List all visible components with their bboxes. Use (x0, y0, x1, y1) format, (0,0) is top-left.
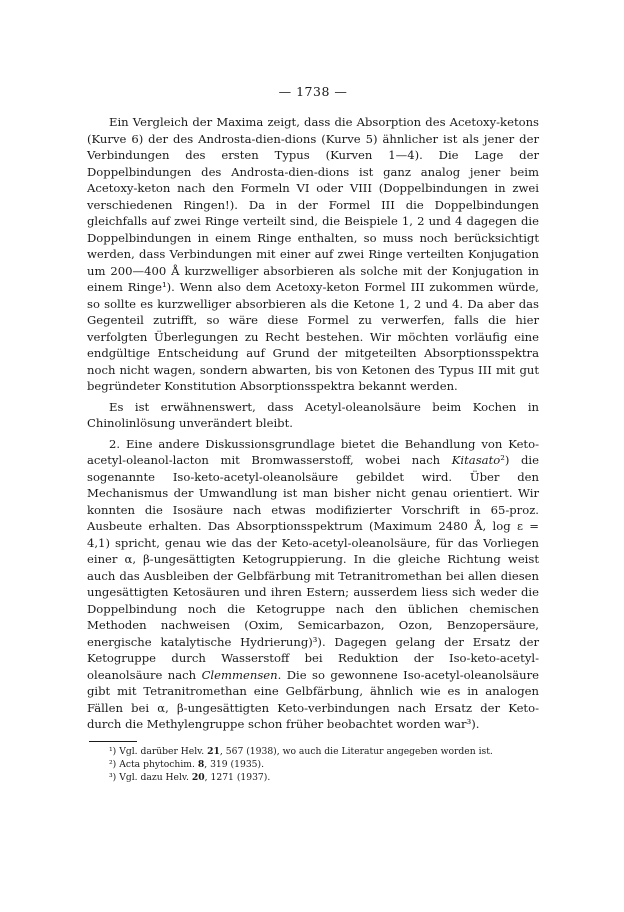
footnote-volume: 20 (191, 771, 205, 783)
footnote-volume: 21 (207, 745, 220, 757)
footnote-text: , 319 (1935). (204, 758, 265, 770)
footnote-3 (109, 771, 539, 784)
footnote-volume: 8 (197, 758, 205, 770)
footnote-divider (89, 741, 137, 742)
footnote-text: Vgl. darüber Helv. (119, 745, 208, 757)
paragraph-chinolin-note: Es ist erwähnenswert, dass Acetyl-oleanolsäure beim Kochen in Chinolinlösung unverändert bleibt. (87, 399, 539, 430)
page-number: — 1738 — (278, 84, 348, 99)
footnote-text: , 1271 (1937). (204, 771, 271, 783)
author-name: Clemmensen (201, 667, 278, 682)
paragraph-iso-keto-acid (87, 436, 539, 733)
paragraph-text: ²) die sogenannte Iso-keto-acetyl-oleanolsäure gebildet wird. Über den Mechanismus der Umwandlung ist man bisher nicht genau orientiert. Wir konnten die Isosäure nach etwas modifizierter Vorschrift in 65-proz. Ausbeute erhalten. Das Absorptionsspektrum (Maximum 2480 Å, log ε = 4,1) spricht, genau wie das der Keto-acetyl-oleanolsäure, für das Vorliegen einer α, β-ungesättigten Ketogruppierung. In die gleiche Richtung weist auch das Ausbleiben der Gelbfärbung mit Tetranitromethan bei allen diesen ungesättigten Ketosäuren und ihren Estern; ausserdem liess sich weder die Doppelbindung noch die Ketogruppe nach den üblichen chemischen Methoden nachweisen (Oxim, Semicarbazon, Ozon, Benzopersäure, energische katalytische Hydrierung)³). Dagegen gelang der Ersatz der Ketogruppe durch Wasserstoff bei Reduktion der Iso-keto-acetyl-oleanolsäure nach (87, 453, 539, 682)
footnote-mark: ¹) (109, 745, 117, 757)
footnote-text: , 567 (1938), wo auch die Literatur angegeben worden ist. (219, 745, 493, 757)
document-page (87, 84, 539, 784)
footnote-1 (109, 745, 539, 758)
footnote-mark: ³) (109, 771, 117, 783)
paragraph-text: 2. Eine andere Diskussionsgrundlage bietet die Behandlung von Keto-acetyl-oleanol-lacton mit Bromwasserstoff, wobei nach (87, 436, 539, 467)
footnote-mark: ²) (109, 758, 117, 770)
footnote-text: Vgl. dazu Helv. (119, 771, 192, 783)
paragraph-text: . Die so gewonnene Iso-acetyl-oleanolsäure gibt mit Tetranitromethan eine Gelbfärbung, ähnlich wie es in analogen Fällen bei α, β-ungesättigten Keto-verbindungen nach Ersatz der Keto- durch die Methylengruppe schon früher beobachtet worden war³). (87, 667, 540, 731)
footnote-2 (109, 758, 539, 771)
author-name: Kitasato (451, 453, 501, 467)
footnote-text: Acta phytochim. (119, 758, 198, 770)
paragraph-absorption-comparison: Ein Vergleich der Maxima zeigt, dass die Absorption des Acetoxy-ketons (Kurve 6) der des Androsta-dien-dions (Kurve 5) ähnlicher ist als jener der Verbindungen des ersten Typus (Kurven 1—4). Die Lage der Doppelbindungen des Androsta-dien-dions ist ganz analog jener beim Acetoxy-keton nach den Formeln VI oder VIII (Doppelbindungen in zwei verschiedenen Ringen!). Da in der Formel III die Doppelbindungen gleichfalls auf zwei Ringe verteilt sind, die Beispiele 1, 2 und 4 dagegen die Doppelbindungen in einem Ringe enthalten, so muss noch berücksichtigt werden, dass Verbindungen mit einer auf zwei Ringe verteilten Konjugation um 200—400 Å kurzwelliger absorbieren als solche mit der Konjugation in einem Ringe¹). Wenn also dem Acetoxy-keton Formel III zukommen würde, so sollte es kurzwelliger absorbieren als die Ketone 1, 2 und 4. Da aber das Gegenteil zutrifft, so wäre diese Formel zu verwerfen, falls die hier verfolgten Überlegungen zu Recht bestehen. Wir möchten vorläufig eine endgültige Entscheidung auf Grund der mitgeteilten Absorptionsspektra noch nicht wagen, sondern abwarten, bis von Ketonen des Typus III mit gut begründeter Konstitution Absorptionsspektra bekannt werden. (87, 115, 539, 393)
